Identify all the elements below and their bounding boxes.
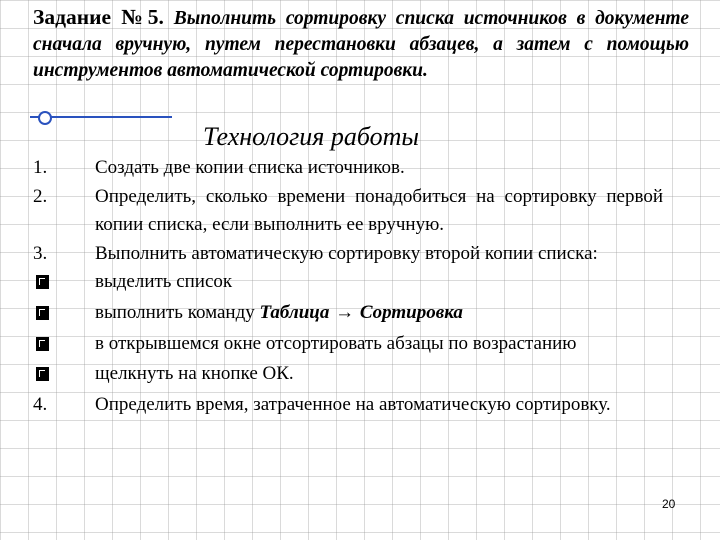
- item-number: 2.: [33, 185, 48, 207]
- item-number: 3.: [33, 242, 48, 264]
- list-item: [33, 330, 663, 361]
- task-statement: [33, 4, 689, 84]
- menu-command-sort: Сортировка: [359, 301, 463, 323]
- checkbox-bullet-icon: [36, 275, 49, 289]
- item-text-prefix: выполнить команду: [95, 301, 260, 323]
- accent-circle-icon: [38, 111, 52, 125]
- list-item: [33, 183, 663, 240]
- steps-list: [33, 154, 663, 419]
- checkbox-bullet-icon: [36, 306, 49, 320]
- task-label: Задание №5.: [33, 5, 164, 29]
- menu-command-table: Таблица: [259, 301, 330, 323]
- item-text: в открывшемся окне отсортировать абзацы по возрастанию: [95, 332, 577, 354]
- page-number: 20: [662, 497, 676, 511]
- item-text: щелкнуть на кнопке ОК.: [95, 363, 294, 385]
- right-arrow-icon: →: [335, 301, 355, 323]
- list-item: [33, 360, 663, 391]
- list-item: [33, 154, 663, 183]
- item-text: Определить, сколько времени понадобиться на сортировку первой копии списка, если выполнить ее вручную.: [95, 185, 663, 236]
- list-item: [33, 299, 663, 330]
- section-heading: Технология работы: [203, 122, 420, 151]
- item-text: [95, 299, 663, 330]
- list-item: [33, 240, 663, 269]
- item-text: Создать две копии списка источников.: [95, 157, 405, 178]
- item-number: 1.: [33, 157, 48, 178]
- item-text: выделить список: [95, 271, 233, 293]
- item-text: Определить время, затраченное на автоматическую сортировку.: [95, 393, 611, 415]
- item-text: Выполнить автоматическую сортировку второй копии списка:: [95, 242, 598, 264]
- list-item: [33, 268, 663, 299]
- item-number: 4.: [33, 393, 48, 415]
- checkbox-bullet-icon: [36, 367, 49, 381]
- list-item: [33, 391, 663, 420]
- task-text: Выполнить сортировку списка источников в документе сначала вручную, путем перестановки абзацев, а затем с помощью инструментов автоматической сортировки.: [33, 8, 689, 81]
- checkbox-bullet-icon: [36, 337, 49, 351]
